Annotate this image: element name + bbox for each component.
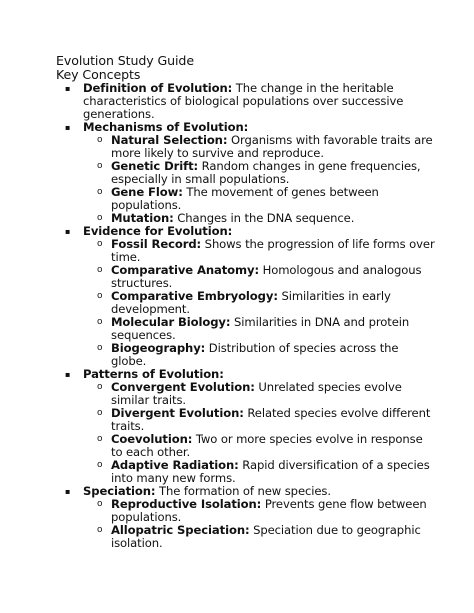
circle-bullet-icon: o — [97, 343, 103, 353]
sub-concept-item — [83, 459, 436, 485]
sub-concept-text: Speciation due to geographic isolation. — [111, 523, 421, 550]
concept-evidence — [56, 225, 436, 368]
concept-term: Mechanisms of Evolution: — [83, 120, 249, 134]
concept-text: The formation of new species. — [155, 484, 331, 498]
circle-bullet-icon: o — [97, 291, 103, 301]
sub-concept-item — [83, 134, 436, 160]
square-bullet-icon: ▪ — [65, 370, 71, 379]
sub-concept-item — [83, 381, 436, 407]
sub-concept-text: Random changes in gene frequencies, especially in small populations. — [111, 159, 421, 186]
section-heading-key-concepts: Key Concepts — [56, 67, 141, 82]
sub-concept-term: Fossil Record: — [111, 237, 202, 251]
sub-concept-term: Mutation: — [111, 211, 174, 225]
document-page — [56, 54, 436, 550]
sub-concept-list — [83, 498, 436, 550]
concept-list — [56, 82, 436, 550]
circle-bullet-icon: o — [97, 213, 103, 223]
sub-concept-item — [83, 316, 436, 342]
sub-concept-list — [83, 134, 436, 225]
sub-concept-text: Changes in the DNA sequence. — [173, 211, 355, 225]
circle-bullet-icon: o — [97, 265, 103, 275]
circle-bullet-icon: o — [97, 239, 103, 249]
sub-concept-text: Shows the progression of life forms over time. — [111, 237, 435, 264]
sub-concept-term: Genetic Drift: — [111, 159, 199, 173]
sub-concept-text: The movement of genes between populations. — [111, 185, 379, 212]
sub-concept-item — [83, 160, 436, 186]
concept-term: Evidence for Evolution: — [83, 224, 233, 238]
document-title: Evolution Study Guide — [56, 53, 194, 68]
concept-definition — [56, 82, 436, 121]
circle-bullet-icon: o — [97, 460, 103, 470]
sub-concept-text: Homologous and analogous structures. — [111, 263, 422, 290]
concept-term: Speciation: — [83, 484, 156, 498]
concept-mechanisms — [56, 121, 436, 225]
concept-term: Definition of Evolution: — [83, 81, 233, 95]
circle-bullet-icon: o — [97, 161, 103, 171]
sub-concept-term: Comparative Embryology: — [111, 289, 278, 303]
sub-concept-term: Convergent Evolution: — [111, 380, 255, 394]
sub-concept-item — [83, 238, 436, 264]
sub-concept-term: Comparative Anatomy: — [111, 263, 260, 277]
sub-concept-term: Divergent Evolution: — [111, 406, 244, 420]
square-bullet-icon: ▪ — [65, 227, 71, 236]
sub-concept-text: Similarities in early development. — [111, 289, 391, 316]
sub-concept-item — [83, 524, 436, 550]
sub-concept-text: Similarities in DNA and protein sequences. — [111, 315, 410, 342]
sub-concept-text: Related species evolve different traits. — [111, 406, 431, 433]
circle-bullet-icon: o — [97, 525, 103, 535]
sub-concept-item — [83, 290, 436, 316]
sub-concept-text: Unrelated species evolve similar traits. — [111, 380, 402, 407]
sub-concept-list — [83, 381, 436, 485]
sub-concept-term: Adaptive Radiation: — [111, 458, 239, 472]
concept-speciation — [56, 485, 436, 550]
circle-bullet-icon: o — [97, 434, 103, 444]
sub-concept-text: Organisms with favorable traits are more likely to survive and reproduce. — [111, 133, 433, 160]
sub-concept-item — [83, 342, 436, 368]
square-bullet-icon: ▪ — [65, 84, 71, 93]
sub-concept-term: Coevolution: — [111, 432, 193, 446]
sub-concept-term: Molecular Biology: — [111, 315, 231, 329]
sub-concept-term: Reproductive Isolation: — [111, 497, 262, 511]
sub-concept-list — [83, 238, 436, 368]
concept-term: Patterns of Evolution: — [83, 367, 224, 381]
sub-concept-item — [83, 433, 436, 459]
sub-concept-item — [83, 186, 436, 212]
concept-patterns — [56, 368, 436, 485]
concept-text: The change in the heritable characteristics of biological populations over successive generations. — [83, 81, 404, 121]
circle-bullet-icon: o — [97, 382, 103, 392]
sub-concept-term: Natural Selection: — [111, 133, 228, 147]
circle-bullet-icon: o — [97, 408, 103, 418]
square-bullet-icon: ▪ — [65, 487, 71, 496]
circle-bullet-icon: o — [97, 135, 103, 145]
sub-concept-item — [83, 407, 436, 433]
sub-concept-item — [83, 264, 436, 290]
sub-concept-text: Rapid diversification of a species into many new forms. — [111, 458, 430, 485]
sub-concept-text: Two or more species evolve in response to each other. — [111, 432, 423, 459]
sub-concept-text: Prevents gene flow between populations. — [111, 497, 427, 524]
circle-bullet-icon: o — [97, 499, 103, 509]
sub-concept-term: Allopatric Speciation: — [111, 523, 250, 537]
sub-concept-text: Distribution of species across the globe. — [111, 341, 399, 368]
circle-bullet-icon: o — [97, 187, 103, 197]
circle-bullet-icon: o — [97, 317, 103, 327]
sub-concept-item — [83, 498, 436, 524]
square-bullet-icon: ▪ — [65, 123, 71, 132]
sub-concept-term: Gene Flow: — [111, 185, 183, 199]
sub-concept-term: Biogeography: — [111, 341, 206, 355]
